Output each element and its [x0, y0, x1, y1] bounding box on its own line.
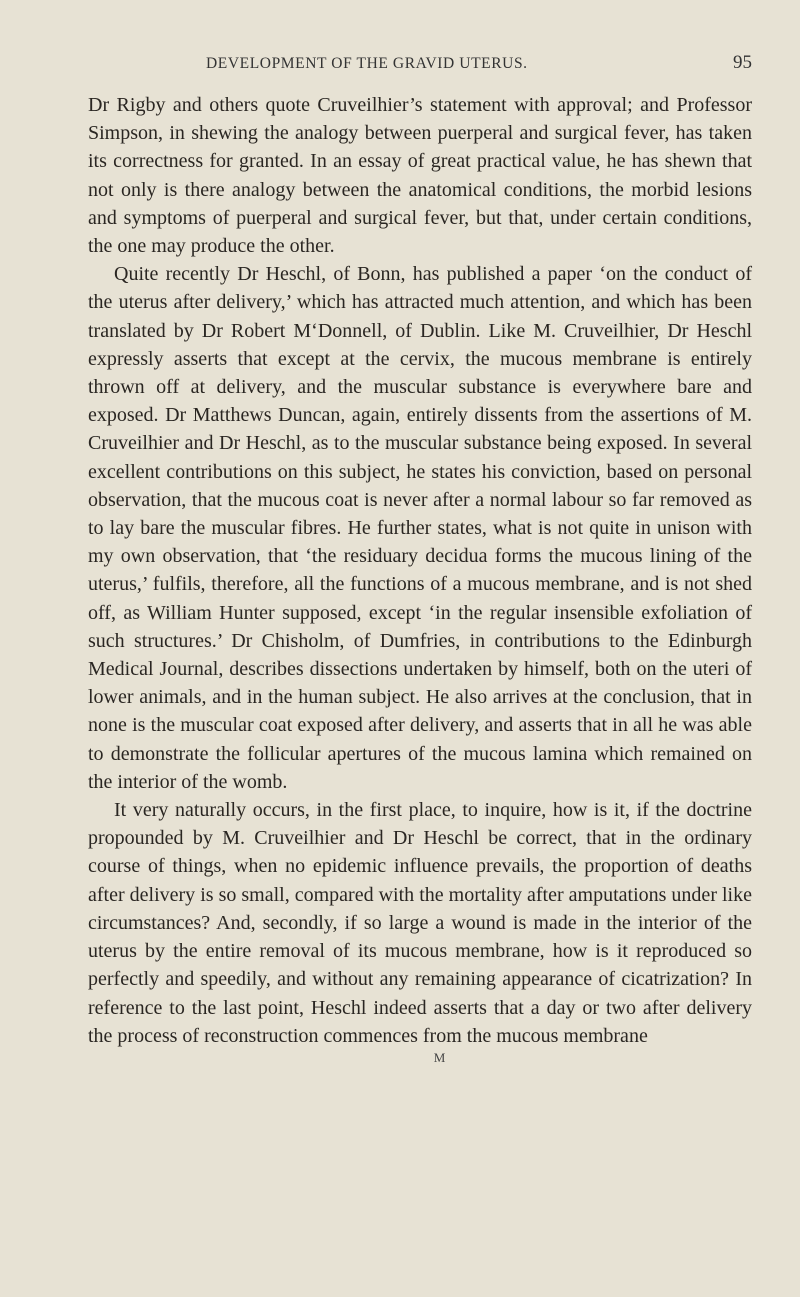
signature-mark: M: [433, 1049, 447, 1065]
paragraph-3: It very naturally occurs, in the first place, to inquire, how is it, if the doctrine propounded by M. Cruveilhier and Dr Heschl be correct, that in the ordinary course of things, when no epidemic influence prevails, the proportion of deaths after delivery is so small, compared with the mortality after amputations under like circumstances? And, secondly, if so large a wound is made in the interior of the uterus by the entire removal of its mucous membrane, how is it reproduced so perfectly and speedily, and without any remaining appearance of cicatrization? In reference to the last point, Heschl indeed asserts that a day or two after delivery the process of reconstruction commences from the mucous membrane: [88, 799, 752, 1047]
paragraph-1: Dr Rigby and others quote Cruveilhier’s statement with approval; and Professor Simpson, in shewing the analogy between puerperal and surgical fever, has taken its correctness for granted. In an essay of great practical value, he has shewn that not only is there analogy between the anatomical conditions, the morbid lesions and symptoms of puerperal and surgical fever, but that, under certain conditions, the one may produce the other.: [88, 94, 752, 258]
page-header: [88, 52, 752, 85]
paragraph-2: Quite recently Dr Heschl, of Bonn, has published a paper ‘on the conduct of the uterus after delivery,’ which has attracted much attention, and which has been translated by Dr Robert M‘Donnell, of Dublin. Like M. Cruveilhier, Dr Heschl expressly asserts that except at the cervix, the mucous membrane is entirely thrown off at delivery, and the muscular substance is everywhere bare and exposed. Dr Matthews Duncan, again, entirely dissents from the assertions of M. Cruveilhier and Dr Heschl, as to the muscular substance being exposed. In several excellent contributions on this subject, he states his conviction, based on personal observation, that the mucous coat is never after a normal labour so far removed as to lay bare the muscular fibres. He further states, what is not quite in unison with my own observation, that ‘the residuary decidua forms the mucous lining of the uterus,’ fulfils, therefore, all the functions of a mucous membrane, and is not shed off, as William Hunter supposed, except ‘in the regular insensible exfoliation of such structures.’ Dr Chisholm, of Dumfries, in contributions to the Edinburgh Medical Journal, describes dissections undertaken by himself, both on the uteri of lower animals, and in the human subject. He also arrives at the conclusion, that in none is the muscular coat exposed after delivery, and asserts that in all he was able to demonstrate the follicular apertures of the mucous lamina which remained on the interior of the womb.: [88, 263, 752, 793]
running-head: DEVELOPMENT OF THE GRAVID UTERUS.: [206, 55, 528, 72]
page-number: 95: [733, 52, 752, 73]
body-text: [88, 91, 752, 1050]
